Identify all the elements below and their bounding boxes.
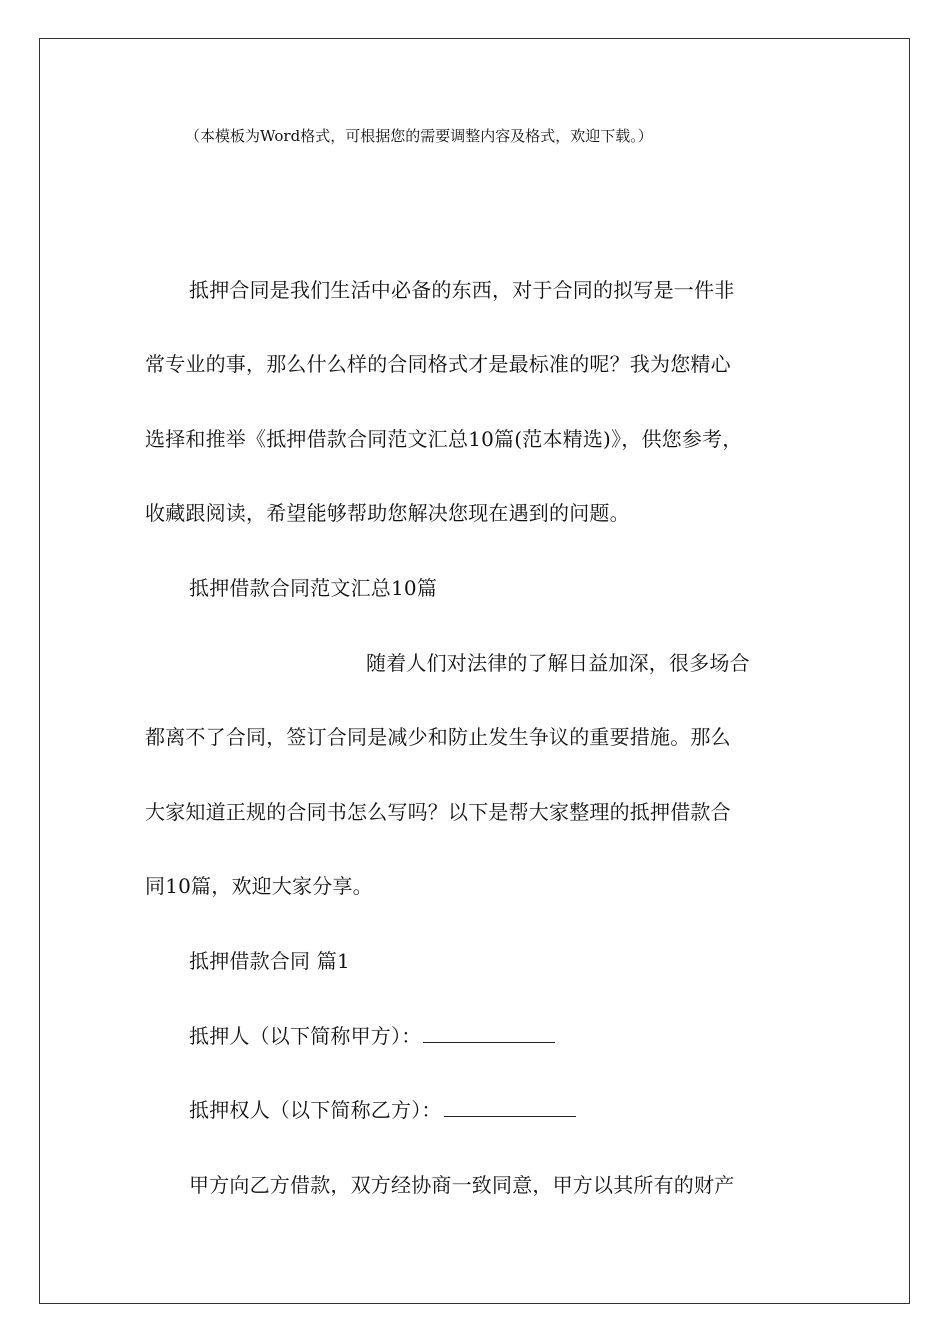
- summary-line-3: 大家知道正规的合同书怎么写吗？以下是帮大家整理的抵押借款合: [145, 800, 731, 824]
- clause-start: 甲方向乙方借款，双方经协商一致同意，甲方以其所有的财产: [189, 1173, 735, 1197]
- template-note: （本模板为Word格式，可根据您的需要调整内容及格式，欢迎下载。）: [185, 127, 653, 145]
- mortgagor-blank-field: [423, 1022, 555, 1043]
- intro-line-3: 选择和推举《抵押借款合同范文汇总10篇(范本精选)》，供您参考，: [145, 427, 743, 451]
- summary-line-1: 随着人们对法律的了解日益加深，很多场合: [366, 651, 750, 675]
- mortgagee-line: [189, 1096, 576, 1124]
- intro-line-2: 常专业的事，那么什么样的合同格式才是最标准的呢？我为您精心: [145, 352, 731, 376]
- intro-line-1: 抵押合同是我们生活中必备的东西，对于合同的拟写是一件非: [189, 278, 735, 302]
- intro-line-4: 收藏跟阅读，希望能够帮助您解决您现在遇到的问题。: [145, 501, 630, 525]
- mortgagor-label: 抵押人（以下简称甲方）：: [189, 1024, 422, 1048]
- collection-title: 抵押借款合同范文汇总10篇: [189, 576, 438, 600]
- mortgagee-blank-field: [444, 1096, 576, 1117]
- summary-line-2: 都离不了合同，签订合同是减少和防止发生争议的重要措施。那么: [145, 725, 731, 749]
- mortgagee-label: 抵押权人（以下简称乙方）：: [189, 1098, 442, 1122]
- summary-line-4: 同10篇，欢迎大家分享。: [145, 874, 373, 898]
- mortgagor-line: [189, 1022, 555, 1050]
- contract-heading: 抵押借款合同 篇1: [189, 949, 350, 973]
